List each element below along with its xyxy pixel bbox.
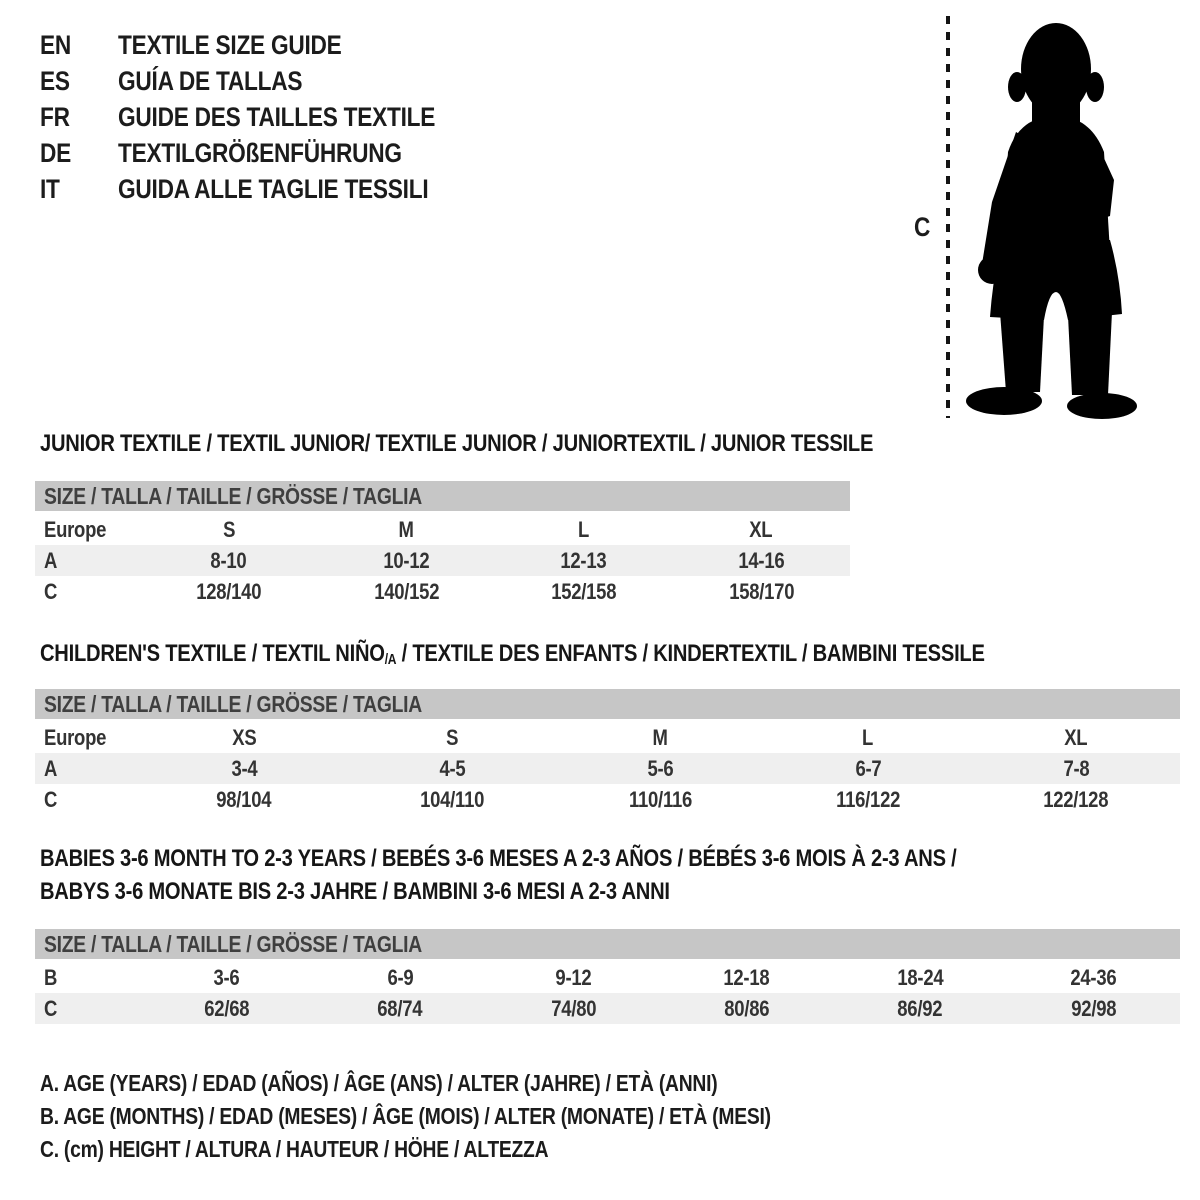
row-label: A: [44, 547, 58, 573]
table-cell: 8-10: [210, 547, 247, 573]
table-cell: 74/80: [550, 995, 596, 1021]
table-cell: M: [652, 724, 668, 750]
table-row: [35, 784, 1180, 815]
guide-title-en: TEXTILE SIZE GUIDE: [118, 29, 342, 60]
table-cell: 128/140: [196, 578, 262, 604]
table-row: [35, 545, 850, 576]
guide-title-it: GUIDA ALLE TAGLIE TESSILI: [118, 173, 429, 204]
table-cell: 122/128: [1043, 786, 1109, 812]
table-cell: M: [398, 516, 414, 542]
legend-line-c: C. (cm) HEIGHT / ALTURA / HAUTEUR / HÖHE / ALTEZZA: [40, 1136, 549, 1162]
table-cell: S: [222, 516, 235, 542]
table-row: [35, 722, 1180, 753]
baby-silhouette-icon: [962, 20, 1142, 420]
guide-title-es: GUÍA DE TALLAS: [118, 65, 303, 96]
table-row: [35, 514, 850, 545]
table-cell: 6-7: [855, 755, 881, 781]
language-row-en: [40, 27, 496, 63]
table-cell: 6-9: [387, 964, 413, 990]
table-cell: 140/152: [373, 578, 439, 604]
table-cell: 152/158: [551, 578, 617, 604]
table-cell: 86/92: [897, 995, 943, 1021]
table-cell: 92/98: [1070, 995, 1116, 1021]
table-cell: 98/104: [216, 786, 272, 812]
table-cell: 80/86: [724, 995, 770, 1021]
table-cell: L: [578, 516, 590, 542]
row-label: B: [44, 964, 58, 990]
children-size-table: [35, 689, 1180, 815]
row-label: C: [44, 578, 58, 604]
junior-size-table: [35, 481, 850, 607]
babies-size-table: [35, 929, 1180, 1024]
language-code: DE: [40, 137, 72, 168]
table-cell: 24-36: [1070, 964, 1117, 990]
row-label: Europe: [44, 724, 107, 750]
language-row-es: [40, 63, 496, 99]
language-row-fr: [40, 99, 496, 135]
table-cell: 12-18: [723, 964, 770, 990]
table-row: [35, 576, 850, 607]
row-label: Europe: [44, 516, 107, 542]
table-cell: 104/110: [419, 786, 485, 812]
table-cell: 62/68: [204, 995, 250, 1021]
table-cell: 12-13: [560, 547, 607, 573]
language-code: FR: [40, 101, 70, 132]
size-header-bar: SIZE / TALLA / TAILLE / GRÖSSE / TAGLIA: [35, 929, 1180, 959]
row-label: A: [44, 755, 58, 781]
table-cell: 3-4: [231, 755, 257, 781]
measure-legend: [40, 1067, 910, 1166]
table-cell: 9-12: [555, 964, 592, 990]
table-row: [35, 753, 1180, 784]
language-code: EN: [40, 29, 72, 60]
table-cell: 18-24: [896, 964, 943, 990]
legend-line-b: B. AGE (MONTHS) / EDAD (MESES) / ÂGE (MOIS) / ALTER (MONATE) / ETÀ (MESI): [40, 1103, 771, 1129]
children-section-title: CHILDREN'S TEXTILE / TEXTIL NIÑO/A / TEXTILE DES ENFANTS / KINDERTEXTIL / BAMBINI TESSILE: [40, 640, 985, 669]
table-cell: 68/74: [377, 995, 423, 1021]
table-cell: XL: [749, 516, 773, 542]
language-row-de: [40, 135, 496, 171]
table-cell: XL: [1064, 724, 1088, 750]
table-cell: 116/122: [835, 786, 901, 812]
legend-line-a: A. AGE (YEARS) / EDAD (AÑOS) / ÂGE (ANS) / ALTER (JAHRE) / ETÀ (ANNI): [40, 1070, 718, 1096]
height-measure-dashed-line: [944, 16, 952, 418]
size-header-bar: SIZE / TALLA / TAILLE / GRÖSSE / TAGLIA: [35, 689, 1180, 719]
table-cell: L: [862, 724, 874, 750]
table-cell: 14-16: [738, 547, 785, 573]
table-cell: XS: [231, 724, 257, 750]
table-cell: 10-12: [383, 547, 430, 573]
junior-section-title: JUNIOR TEXTILE / TEXTIL JUNIOR/ TEXTILE JUNIOR / JUNIORTEXTIL / JUNIOR TESSILE: [40, 430, 874, 457]
table-cell: 158/170: [728, 578, 794, 604]
language-code: IT: [40, 173, 60, 204]
table-cell: 5-6: [647, 755, 673, 781]
language-row-it: [40, 171, 496, 207]
table-cell: S: [445, 724, 459, 750]
language-title-list: [40, 27, 496, 207]
title-subscript: /A: [384, 652, 397, 669]
table-row: [35, 962, 1180, 993]
row-label: C: [44, 995, 58, 1021]
table-row: [35, 993, 1180, 1024]
row-label: C: [44, 786, 58, 812]
guide-title-fr: GUIDE DES TAILLES TEXTILE: [118, 101, 436, 132]
guide-title-de: TEXTILGRÖßENFÜHRUNG: [118, 137, 402, 168]
size-header-bar: SIZE / TALLA / TAILLE / GRÖSSE / TAGLIA: [35, 481, 850, 511]
table-cell: 7-8: [1063, 755, 1089, 781]
table-cell: 110/116: [628, 786, 692, 812]
babies-section-title: BABIES 3-6 MONTH TO 2-3 YEARS / BEBÉS 3-6 MESES A 2-3 AÑOS / BÉBÉS 3-6 MOIS À 2-3 ANS / BABYS 3-6 MONATE BIS 2-3 JAHRE / BAMBINI 3-6 MESI A 2-3 ANNI: [40, 845, 957, 905]
table-cell: 3-6: [213, 964, 240, 990]
language-code: ES: [40, 65, 70, 96]
height-measure-label: C: [914, 212, 931, 242]
table-cell: 4-5: [439, 755, 465, 781]
